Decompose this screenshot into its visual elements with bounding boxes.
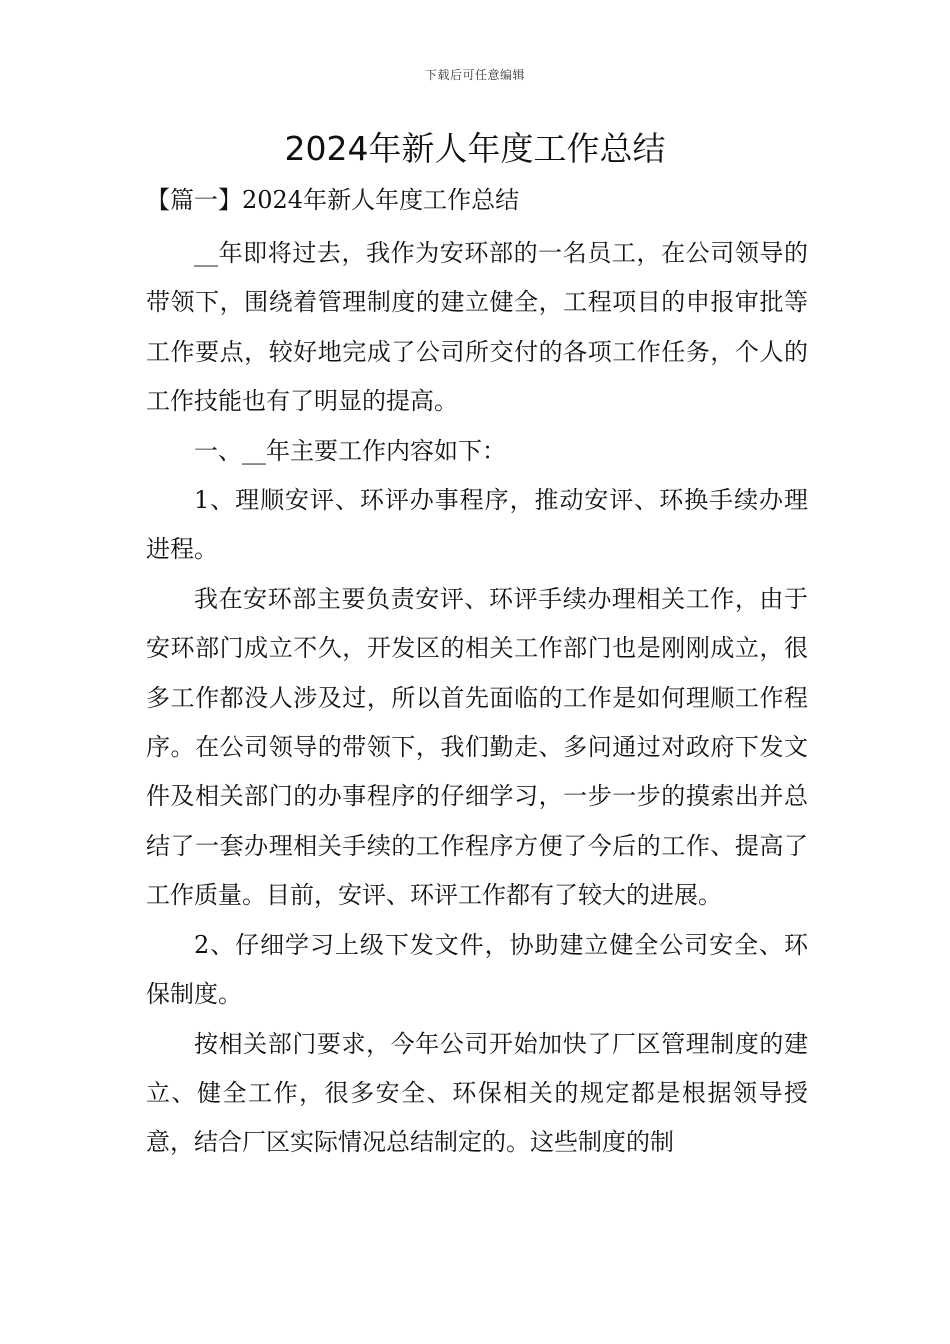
paragraph: 按相关部门要求，今年公司开始加快了厂区管理制度的建立、健全工作，很多安全、环保相关的规定都是根据领导授意，结合厂区实际情况总结制定的。这些制度的制 xyxy=(146,1029,808,1157)
paragraph: 我在安环部主要负责安评、环评手续办理相关工作，由于安环部门成立不久，开发区的相关工作部门也是刚刚成立，很多工作都没人涉及过，所以首先面临的工作是如何理顺工作程序。在公司领导的带领下，我们勤走、多问通过对政府下发文件及相关部门的办事程序的仔细学习，一步一步的摸索出并总结了一套办理相关手续的工作程序方便了今后的工作、提高了工作质量。目前，安评、环评工作都有了较大的进展。 xyxy=(146,584,808,910)
document-title: 2024年新人年度工作总结 xyxy=(284,129,666,168)
paragraph: 1、理顺安评、环评办事程序，推动安评、环换手续办理进程。 xyxy=(146,486,808,564)
paragraph: __年即将过去，我作为安环部的一名员工，在公司领导的带领下，围绕着管理制度的建立健全，工程项目的申报审批等工作要点，较好地完成了公司所交付的各项工作任务，个人的工作技能也有了明显的提高。 xyxy=(146,239,808,416)
document-body xyxy=(146,229,808,1168)
section-heading: 【篇一】2024年新人年度工作总结 xyxy=(146,186,520,214)
paragraph: 2、仔细学习上级下发文件，协助建立健全公司安全、环保制度。 xyxy=(146,930,808,1009)
paragraph: 一、__年主要工作内容如下： xyxy=(194,436,506,465)
header-note: 下载后可任意编辑 xyxy=(424,68,525,82)
